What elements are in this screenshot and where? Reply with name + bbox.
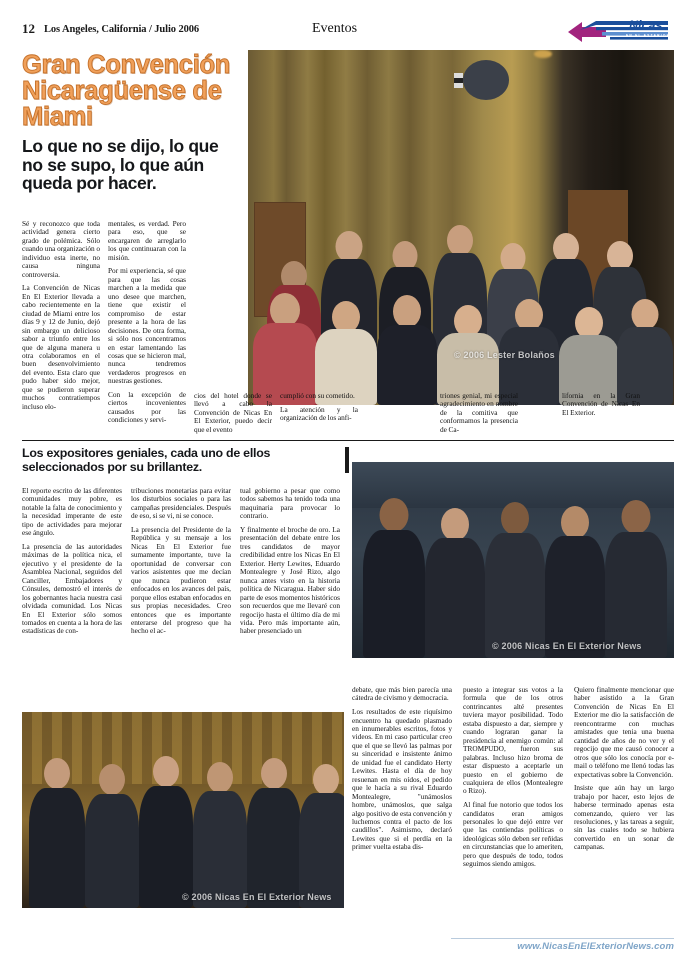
footer-divider bbox=[451, 938, 674, 939]
section-deck: Los expositores geniales, cada uno de ellos seleccionados por su brillantez. bbox=[22, 446, 271, 474]
person bbox=[298, 764, 344, 908]
person bbox=[376, 295, 438, 405]
deck-end-bar bbox=[345, 447, 349, 473]
article-column bbox=[22, 220, 100, 411]
svg-text:Nicas: Nicas bbox=[629, 18, 663, 33]
bottom-photo bbox=[22, 712, 344, 908]
paragraph: mentales, es verdad. Pero para eso, que se encargaren de arreglarlo los que continuaran con la misión. bbox=[108, 219, 186, 262]
paragraph: cumplió con su cometido. bbox=[280, 391, 355, 400]
wall-speaker bbox=[463, 60, 509, 100]
person bbox=[616, 299, 674, 405]
article-column bbox=[440, 392, 518, 434]
page-number: 12 bbox=[22, 21, 35, 36]
paragraph: Los resultados de este riquísimo encuentro ha quedado plasmado en innumerables escritos, fotos y videos. En mi caso particular creo que el que se llevó las palmas por su sinceridad e insistente ánimo de unidad fue el candidato Herty Lewites. Hasta el día de hoy resuenan en mis oídos, el pedido que le hacía a su rival Eduardo Montealegre, "unámoslos hombre, unámoslos, que salga algo positivo de esta convención y luchemos contra el pacto de los caudillos". Asimismo, declaró Lewites que si el perdía en la primer vuelta estaba dis- bbox=[352, 707, 452, 852]
paragraph: triones genial, mi especial agradecimiento en nombre de la comitiva que conformamos la presencia de Ca- bbox=[440, 391, 518, 434]
person bbox=[544, 506, 606, 658]
person bbox=[604, 500, 668, 658]
svg-text:EN EL EXTERIOR: EN EL EXTERIOR bbox=[626, 33, 671, 38]
paragraph: lifornia en la Gran Convención de Nicas En El Exterior. bbox=[562, 391, 640, 417]
person bbox=[246, 758, 302, 908]
middle-photo bbox=[352, 462, 674, 658]
footer-website-url[interactable]: www.NicasEnElExteriorNews.com bbox=[517, 941, 674, 952]
nicas-logo bbox=[566, 16, 674, 44]
paragraph: puesto a integrar sus votos a la formula que de los otros contrincantes alté presentes tuviera mayor posibilidad. Todo estaba dispuesto a dar, siempre y cuando lograran ganar la presidencia al enemigo común: al TROMPUDO, fueron sus palabras. Incluso hizo broma de estar dispuesto a aceptarle un puesto en el gobierno de cualquiera de ellos (Montealegre o Rizo). bbox=[463, 685, 563, 796]
section-label: Eventos bbox=[312, 21, 358, 36]
paragraph: La Convención de Nicas En El Exterior llevada a cabo recientemente en la ciudad de Miami entre los días 9 y 12 de Junio, dejó sin embargo un delicioso sabor a triunfo entre los que de alguna manera u otra colaboramos en el buen desenvolvimiento del evento. Esta claro que pudo haber sido mejor, que se pudieron superar muchos contratiempos incluso elo- bbox=[22, 283, 100, 411]
article-column bbox=[280, 392, 358, 423]
paragraph: Sé y reconozco que toda actividad genera cierto grado de polémica. Sólo cuando una organización o individuo esta inerte, no causa ninguna controversia. bbox=[22, 219, 100, 279]
dateline: Los Angeles, California / Julio 2006 bbox=[44, 24, 200, 35]
article-column bbox=[108, 220, 186, 425]
paragraph: Con la excepción de ciertos incovenientes causados por las condiciones y servi- bbox=[108, 389, 186, 425]
person bbox=[138, 756, 194, 908]
person bbox=[484, 502, 546, 658]
article-column bbox=[574, 686, 674, 852]
group-of-attendees bbox=[248, 155, 674, 405]
photo-watermark: © 2006 Nicas En El Exterior News bbox=[492, 641, 642, 651]
paragraph: La presencia de las autoridades máximas de la política nica, el ejecutivo y el presidente de la Asamblea Nacional, seguidos del Canciller, Embajadores y Cónsules, demostró el interés de los gobernantes hacia nuestra casi olvidada comunidad. Los Nicas En El Exterior sólo somos tomados en cuenta a la hora de las estadísticas de con- bbox=[22, 541, 122, 636]
person bbox=[314, 301, 378, 405]
photo-watermark: © 2006 Nicas En El Exterior News bbox=[182, 892, 332, 902]
paragraph: El reporte escrito de las diferentes comunidades muy pobre, es notable la falta de conocimiento y la necesidad imperante de este tipo de actividades para mejorar ese ángulo. bbox=[22, 486, 122, 538]
nicas-logo-icon bbox=[566, 16, 674, 44]
article-column bbox=[131, 487, 231, 636]
masthead bbox=[22, 18, 674, 44]
divider-rule bbox=[22, 440, 674, 441]
person bbox=[84, 764, 140, 908]
paragraph: Y finalmente el broche de oro. La presentación del debate entre los tres candidatos de mayor credibilidad entre los Nicas En El Exterior. Herty Lewites, Eduardo Montealegre y José Rizo, algo nunca antes visto en la historia política de Nicaragua. Haber sido parte de esos momentos históricos son recuerdos que me llevaré con regocijo hasta el último día de mi vida. Pero más importante aún, haber presenciado un bbox=[240, 525, 340, 636]
paragraph: La presencia del Presidente de la República y su mensaje a los Nicas En El Exterior fue sumamente importante, tuve la oportunidad de conversar con varios asistentes que me decían que nunca pudieron estar enfocados en los avances del país, porque ellos estaban enfocados en sus propias necesidades. Creo entonces que es importante enterarse del progreso que ha hecho el ac- bbox=[131, 525, 231, 636]
page-subtitle: Lo que no se dijo, lo que no se supo, lo que aún queda por hacer. bbox=[22, 136, 219, 193]
paragraph: Al final fue notorio que todos los candidatos eran amigos personales lo que dejó entre ver que las contiendas políticas o ideológicas sólo deben ser reñidas en circunstancias que lo ameriten, pero que después de todo, todos seguimos siendo amigos. bbox=[463, 800, 563, 869]
person bbox=[28, 758, 86, 908]
article-column bbox=[22, 487, 122, 636]
person bbox=[362, 498, 426, 658]
person bbox=[252, 293, 318, 405]
paragraph: debate, que más bien parecía una cátedra de civismo y democracia. bbox=[352, 685, 452, 703]
paragraph: Insiste que aún hay un largo trabajo por hacer, esto lejos de haberse terminado apenas esta comenzando, quiero ver las resoluciones, y las tareas a seguir, sin las cuales todo se hubiera convertido en un sonar de campanas. bbox=[574, 783, 674, 852]
paragraph: Por mi experiencia, sé que para que las cosas marchen a la medida que uno desee que marchen, tiene que existir el compromiso de estar presente a la hora de las decisiones. De otra forma, si sólo nos concentramos en estar lamentando las cosas que se hicieron mal, nunca tendremos verdaderos progresos en nuestras gestiones. bbox=[108, 266, 186, 386]
article-column bbox=[240, 487, 340, 636]
paragraph: Quiero finalmente mencionar que haber asistido a la Gran Convención de Nicas En El Exterior me dio la satisfacción de reencontrarme con muchas amistades que tenia una buena cantidad de años de no ver y el regocijo que me causó conocer a otros que sólo los conocía por e-mail o teléfono me llenó todas las expectativas sobre la Convención. bbox=[574, 685, 674, 779]
article-column bbox=[352, 686, 452, 852]
person bbox=[424, 508, 486, 658]
ceiling-light bbox=[534, 50, 552, 58]
article-column bbox=[463, 686, 563, 869]
paragraph: cios del hotel donde se llevó a cabo la Convención de Nicas En El Exterior, puedo decir que el evento bbox=[194, 391, 272, 434]
paragraph: La atención y la organización de los anfi- bbox=[280, 404, 358, 423]
paragraph: tribuciones monetarias para evitar los disturbios sociales o para las campañas presidenciales. Después de eso, si se vi, ni se conoce. bbox=[131, 486, 231, 521]
article-column bbox=[194, 392, 272, 434]
hero-photo bbox=[248, 50, 674, 405]
photo-watermark: © 2006 Lester Bolaños bbox=[454, 350, 555, 360]
page-title: Gran Convención Nicaragüense de Miami bbox=[22, 51, 231, 131]
article-column bbox=[562, 392, 640, 417]
paragraph: tual gobierno a pesar que como todos sabemos ha tenido toda una maquinaria para provocar lo contrario. bbox=[240, 486, 340, 521]
person bbox=[192, 762, 248, 908]
